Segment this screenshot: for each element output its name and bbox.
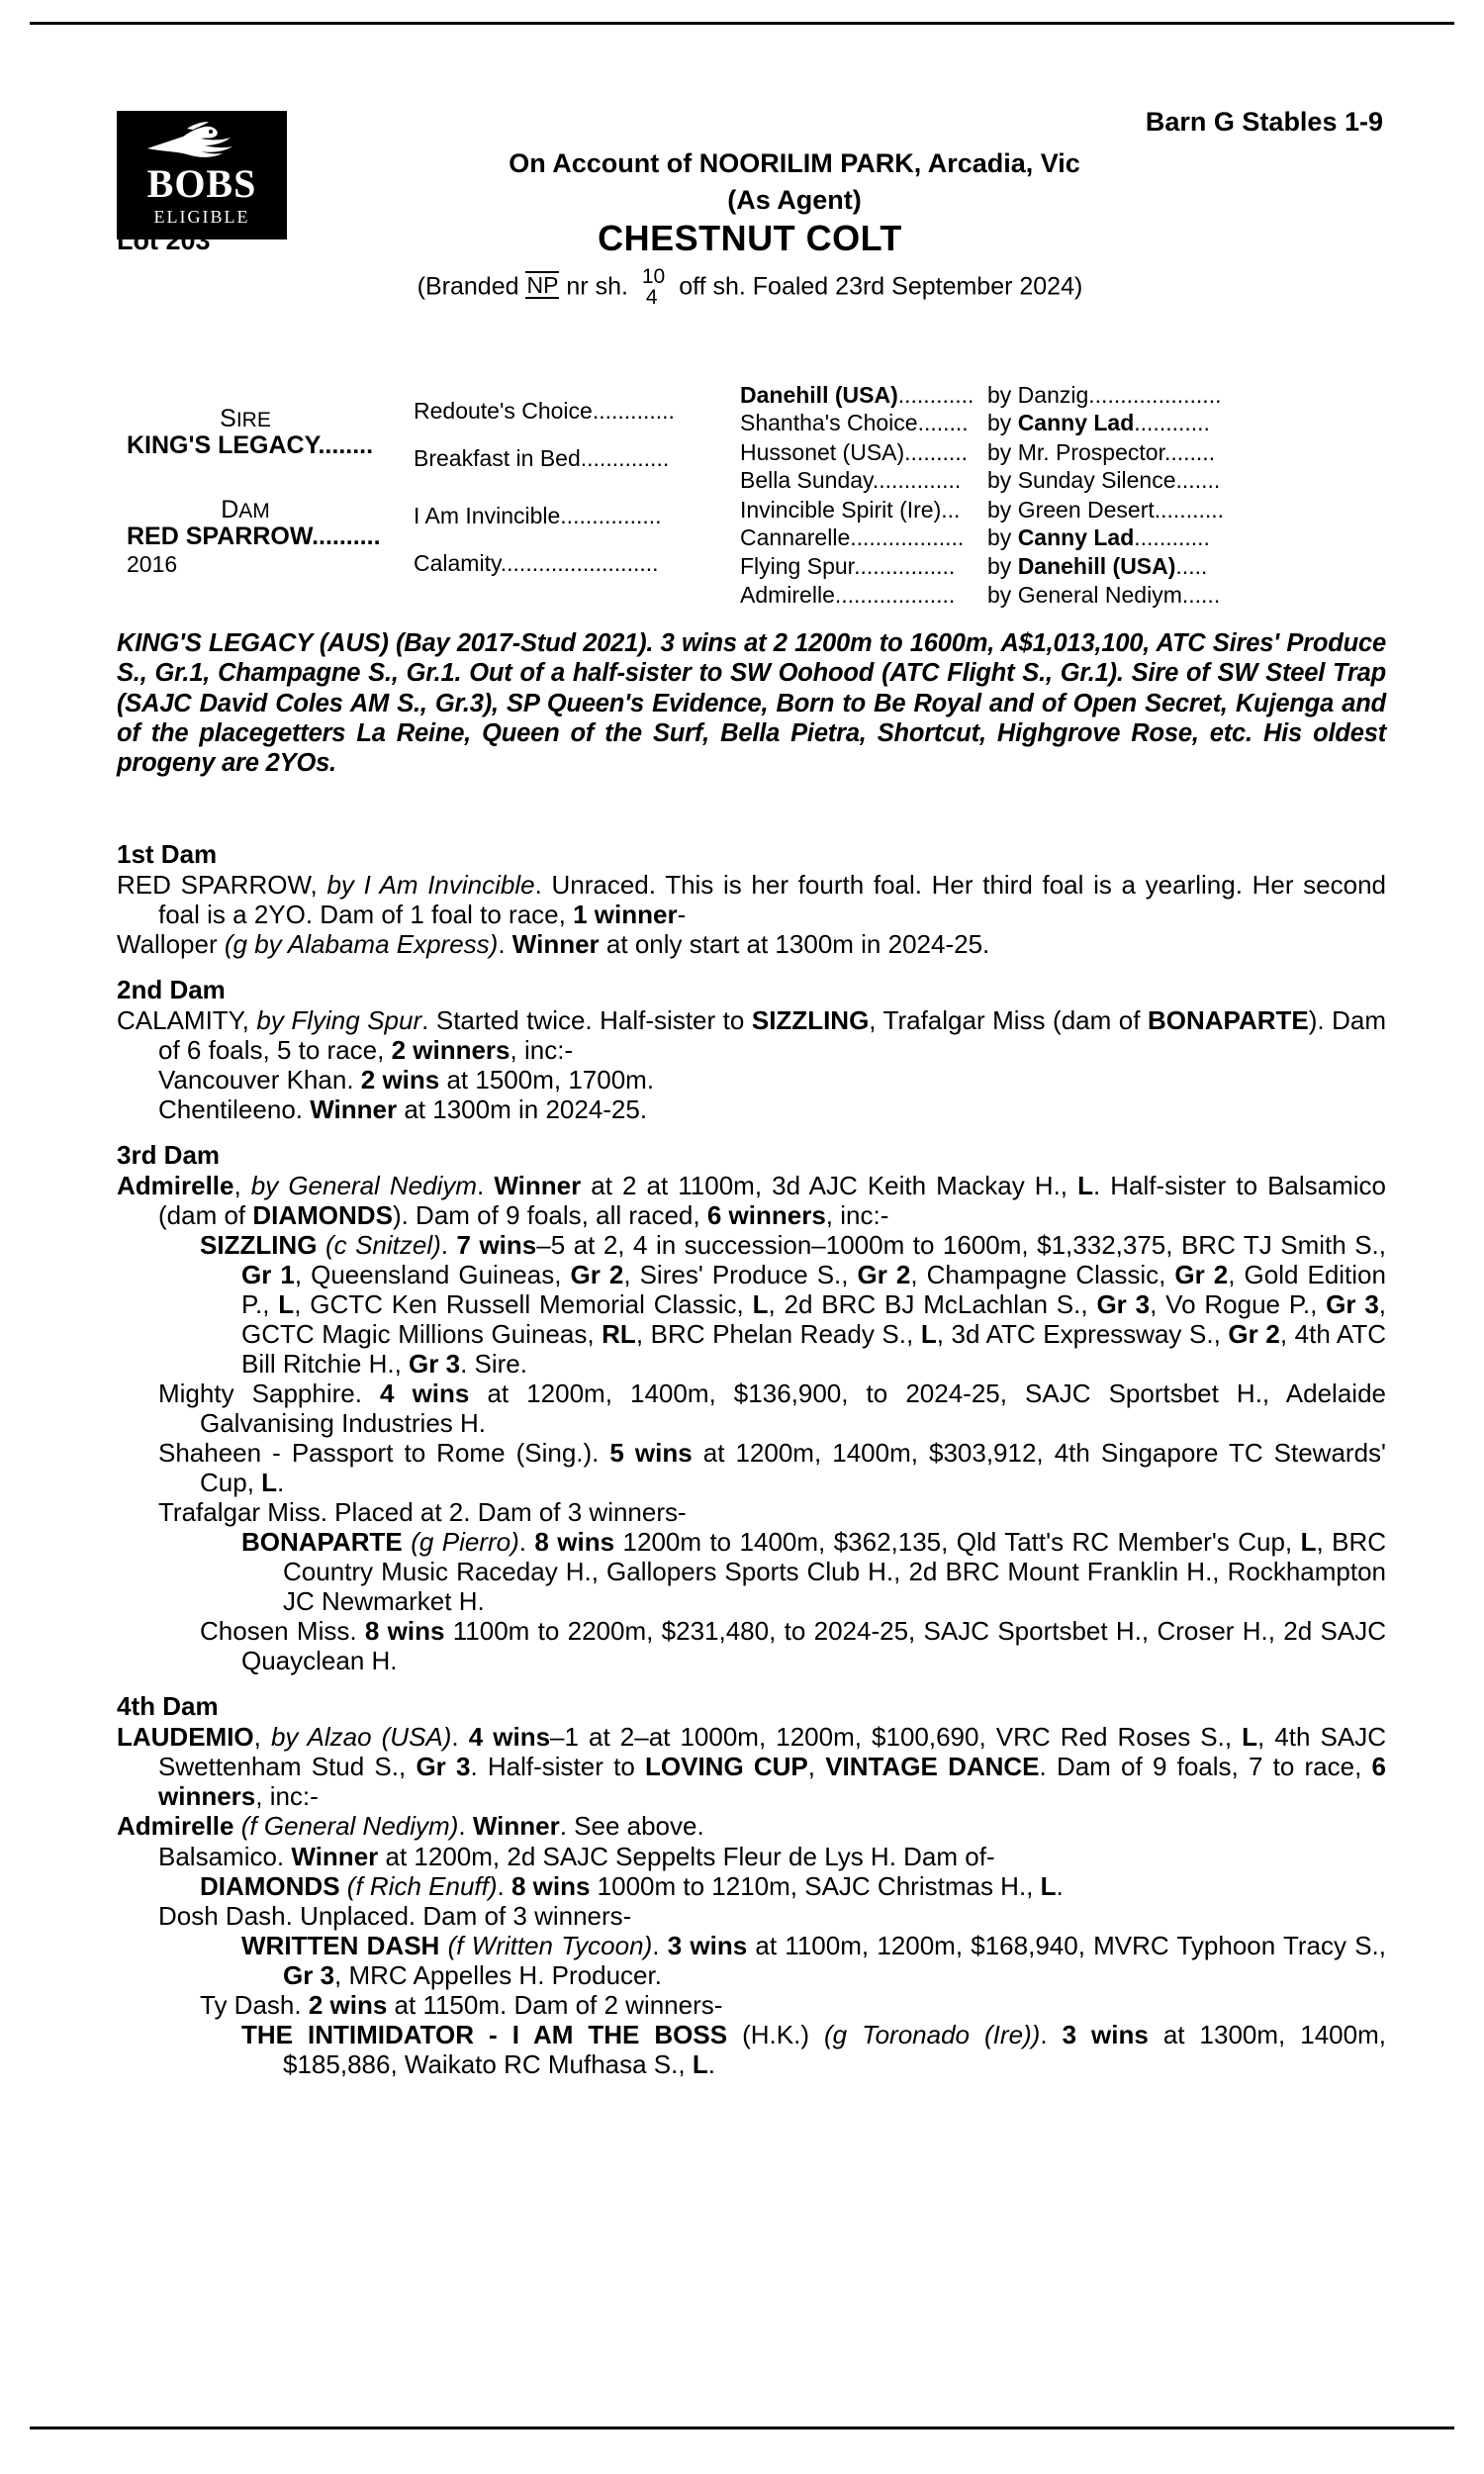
- pedigree-entry: CALAMITY, by Flying Spur. Started twice. Half-sister to SIZZLING, Trafalgar Miss (dam of BONAPARTE). Dam of 6 foals, 5 to race, 2 winners, inc:-: [117, 1005, 1387, 1066]
- pedigree-entry: Ty Dash. 2 wins at 1150m. Dam of 2 winners-: [200, 1989, 723, 2020]
- great-grandparent-sire: by Canny Lad............: [987, 524, 1210, 550]
- brand-mark: NP: [526, 271, 559, 298]
- pedigree-entry: Chosen Miss. 8 wins 1100m to 2200m, $231,480, to 2024-25, SAJC Sportsbet H., Croser H., 2d SAJC Quayclean H.: [200, 1616, 1386, 1676]
- pedigree-entry: DIAMONDS (f Rich Enuff). 8 wins 1000m to 1210m, SAJC Christmas H., L.: [200, 1870, 1064, 1901]
- pedigree-entry: Walloper (g by Alabama Express). Winner at only start at 1300m in 2024-25.: [117, 929, 990, 960]
- fourth-dam-body: [117, 1722, 1386, 2078]
- great-grandparent-name: Bella Sunday..............: [740, 467, 962, 493]
- as-agent-label: (As Agent): [727, 185, 862, 215]
- branded-line: [117, 267, 1383, 309]
- dam-year: 2016: [127, 551, 178, 577]
- page-content: [117, 69, 1387, 2079]
- great-grandparent-sire: by Green Desert...........: [987, 497, 1225, 523]
- pedigree-entry: Trafalgar Miss. Placed at 2. Dam of 3 winners-: [158, 1497, 687, 1528]
- pedigree-entry: SIZZLING (c Snitzel). 7 wins–5 at 2, 4 in succession–1000m to 1600m, $1,332,375, BRC TJ Smith S., Gr 1, Queensland Guineas, Gr 2, Sires' Produce S., Gr 2, Champagne Classic, Gr 2, Gold Edition P., L, GCTC Ken Russell Memorial Classic, L, 2d BRC BJ McLachlan S., Gr 3, Vo Rogue P., Gr 3, GCTC Magic Millions Guineas, RL, BRC Phelan Ready S., L, 3d ATC Expressway S., Gr 2, 4th ATC Bill Ritchie H., Gr 3. Sire.: [200, 1230, 1387, 1380]
- pedigree-entry: WRITTEN DASH (f Written Tycoon). 3 wins at 1100m, 1200m, $168,940, MVRC Typhoon Tracy S., Gr 3, MRC Appelles H. Producer.: [241, 1930, 1387, 1990]
- bottom-rule: [30, 2426, 1454, 2429]
- dam-block: [127, 497, 453, 577]
- pedigree-entry: LAUDEMIO, by Alzao (USA). 4 wins–1 at 2–at 1000m, 1200m, $100,690, VRC Red Roses S., L, 4th SAJC Swettenham Stud S., Gr 3. Half-sister to LOVING CUP, VINTAGE DANCE. Dam of 9 foals, 7 to race, 6 winners, inc:-: [117, 1722, 1387, 1812]
- branded-near-side: nr sh.: [566, 272, 628, 301]
- grandparent-dam-dam: Calamity.........................: [414, 550, 659, 576]
- pedigree-entry: RED SPARROW, by I Am Invincible. Unraced. This is her fourth foal. Her third foal is a yearling. Her second foal is a 2YO. Dam of 1 foal to race, 1 winner-: [117, 870, 1387, 930]
- bobs-logo-subtitle: ELIGIBLE: [153, 207, 250, 227]
- page-title: CHESTNUT COLT: [598, 218, 902, 258]
- top-rule: [30, 22, 1454, 25]
- pedigree-entry: THE INTIMIDATOR - I AM THE BOSS (H.K.) (g Toronado (Ire)). 3 wins at 1300m, 1400m, $185,886, Waikato RC Mufhasa S., L.: [241, 2019, 1386, 2079]
- branded-off-side: off sh. Foaled 23rd September 2024): [679, 272, 1083, 301]
- great-grandparent-name: Flying Spur................: [740, 553, 956, 579]
- sire-block: [127, 406, 453, 460]
- brand-fraction-numerator: 10: [641, 265, 666, 288]
- lot-number: Lot 203: [117, 226, 211, 255]
- great-grandparent-sire: by Sunday Silence.......: [987, 467, 1221, 493]
- great-grandparent-sire: by General Nediym......: [987, 582, 1221, 608]
- pedigree-entry: Dosh Dash. Unplaced. Dam of 3 winners-: [158, 1900, 632, 1931]
- grandparent-sire-sire: Redoute's Choice.............: [414, 398, 675, 424]
- great-grandparent-name: Shantha's Choice........: [740, 410, 969, 435]
- great-grandparent-name: Hussonet (USA)..........: [740, 439, 969, 465]
- pedigree-entry: Balsamico. Winner at 1200m, 2d SAJC Seppelts Fleur de Lys H. Dam of-: [158, 1841, 995, 1871]
- third-dam-heading: 3rd Dam: [117, 1140, 221, 1171]
- pedigree-entry: Vancouver Khan. 2 wins at 1500m, 1700m.: [158, 1065, 655, 1095]
- pedigree-entry: Chentileeno. Winner at 1300m in 2024-25.: [158, 1094, 648, 1125]
- sire-name: KING'S LEGACY........: [127, 431, 374, 460]
- sire-description: KING'S LEGACY (AUS) (Bay 2017-Stud 2021). 3 wins at 2 1200m to 1600m, A$1,013,100, ATC Sires' Produce S., Gr.1, Champagne S., Gr.1. Out of a half-sister to SW Oohood (ATC Flight S., Gr.1). Sire of SW Steel Trap (SAJC David Coles AM S., Gr.3), SP Queen's Evidence, Born to Be Royal and of Open Secret, Kujenga and of the placegetters La Reine, Queen of the Surf, Bella Pietra, Shortcut, Highgrove Rose, etc. His oldest progeny are 2YOs.: [117, 629, 1386, 778]
- page-header: [117, 69, 1383, 309]
- third-dam-body: [117, 1171, 1386, 1675]
- grandparent-sire-dam: Breakfast in Bed..............: [414, 445, 670, 471]
- vendor-account-line: On Account of NOORILIM PARK, Arcadia, Vic: [509, 148, 1080, 178]
- great-grandparent-sire: by Danzig.....................: [987, 382, 1222, 408]
- fourth-dam-heading: 4th Dam: [117, 1691, 219, 1722]
- pedigree-table: [117, 376, 1383, 618]
- dam-name: RED SPARROW..........: [127, 523, 381, 551]
- barn-stables-label: Barn G Stables 1-9: [1145, 107, 1383, 137]
- pedigree-entry: BONAPARTE (g Pierro). 8 wins 1200m to 1400m, $362,135, Qld Tatt's RC Member's Cup, L, BRC Country Music Raceday H., Gallopers Sports Club H., 2d BRC Mount Franklin H., Rockhampton JC Newmarket H.: [241, 1527, 1387, 1617]
- pedigree-entry: Admirelle (f General Nediym). Winner. See above.: [117, 1811, 704, 1842]
- great-grandparent-sire: by Mr. Prospector........: [987, 439, 1216, 465]
- pedigree-entry: Admirelle, by General Nediym. Winner at 2 at 1100m, 3d AJC Keith Mackay H., L. Half-sister to Balsamico (dam of DIAMONDS). Dam of 9 foals, all raced, 6 winners, inc:-: [117, 1171, 1387, 1231]
- sire-label: SIRE: [220, 405, 271, 432]
- great-grandparent-name: Cannarelle..................: [740, 524, 965, 550]
- branded-prefix: (Branded: [417, 272, 519, 301]
- first-dam-heading: 1st Dam: [117, 839, 218, 869]
- second-dam-heading: 2nd Dam: [117, 975, 226, 1005]
- pedigree-entry: Shaheen - Passport to Rome (Sing.). 5 wins at 1200m, 1400m, $303,912, 4th Singapore TC Stewards' Cup, L.: [158, 1438, 1387, 1498]
- pedigree-entry: Mighty Sapphire. 4 wins at 1200m, 1400m, $136,900, to 2024-25, SAJC Sportsbet H., Adelaide Galvanising Industries H.: [158, 1379, 1386, 1439]
- grandparent-dam-sire: I Am Invincible................: [414, 503, 662, 528]
- bobs-logo-text: BOBS: [146, 161, 257, 206]
- first-dam-body: [117, 870, 1386, 959]
- brand-fraction: [642, 266, 665, 308]
- great-grandparent-name: Invincible Spirit (Ire)...: [740, 497, 961, 523]
- dam-sections: [117, 839, 1386, 2079]
- brand-fraction-denominator: 4: [645, 286, 658, 309]
- second-dam-body: [117, 1005, 1386, 1124]
- great-grandparent-sire: by Danehill (USA).....: [987, 553, 1208, 579]
- great-grandparent-name: Danehill (USA)............: [740, 382, 974, 408]
- dam-label: DAM: [221, 496, 270, 523]
- great-grandparent-name: Admirelle...................: [740, 582, 956, 608]
- great-grandparent-sire: by Canny Lad............: [987, 410, 1210, 435]
